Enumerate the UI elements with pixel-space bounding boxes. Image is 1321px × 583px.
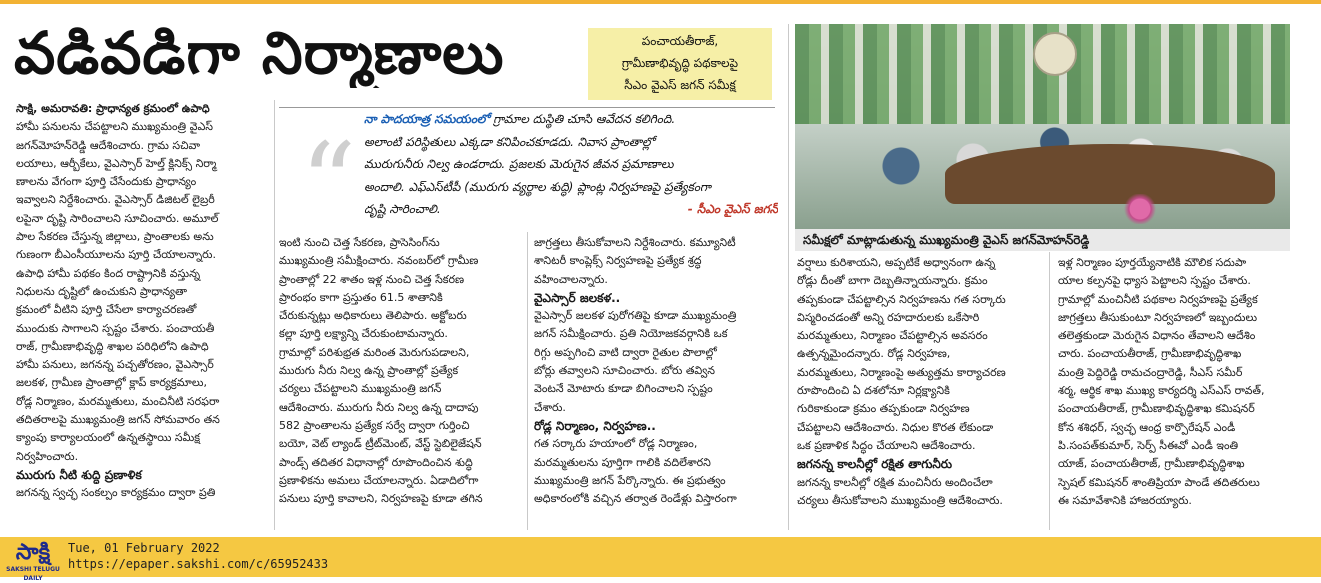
body-line: అధికారంలోకి వచ్చిన తర్వాత రెండేళ్లు విస్తారంగా	[534, 492, 737, 506]
epaper-url[interactable]: https://epaper.sakshi.com/c/65952433	[68, 557, 329, 571]
body-line: లయాలు, ఆర్బీకేలు, వైఎస్సార్ హెల్త్ క్లినిక్స్ నిర్మా	[16, 156, 217, 170]
body-line: చర్యలు తీసుకోవాలని ముఖ్యమంత్రి ఆదేశించారు.	[797, 493, 1003, 507]
body-line: విస్మరించడంతో అన్ని రహదారులకు ఒకేసారి	[797, 310, 980, 324]
body-line: ప్రణాళికను అమలు చేయాలన్నారు. ఏడాదిలోగా	[279, 473, 479, 487]
body-line: పి.సంపత్‌కుమార్, సెర్ప్ సీఈవో ఎండీ ఇంతి	[1058, 438, 1239, 452]
body-line: చేపట్టాలని ఆదేశించారు. నిధుల కొరత లేకుండా	[797, 420, 994, 434]
body-line: చారు. పంచాయతీరాజ్, గ్రామీణాభివృద్ధిశాఖ	[1058, 347, 1242, 361]
top-color-bar	[0, 0, 1321, 4]
logo-text: సాక్షి	[15, 540, 51, 565]
body-line: రాజ్, గ్రామీణాభివృద్ధి శాఖల పరిధిలోని ఉపాధి	[16, 339, 209, 353]
body-line: సాక్షి, అమరావతి: ప్రాధాన్యత క్రమంలో ఉపాధి	[16, 102, 210, 115]
body-line: రోడ్లు దీంతో బాగా దెబ్బతిన్నాయన్నారు. క్రమం	[797, 274, 988, 288]
body-line: జగన్ సమీక్షించారు. ప్రతి నియోజకవర్గానికి ఒక	[534, 327, 728, 341]
body-line: గత సర్కారు హయాంలో రోడ్ల నిర్మాణం,	[534, 437, 698, 451]
body-line: గురికాకుండా క్రమం తప్పకుండా నిర్వహణ	[797, 402, 970, 416]
body-line: జగనన్న కాలనీల్లో రక్షిత మంచినీరు అందించేలా	[797, 475, 993, 489]
body-line: జగనన్న స్వచ్ఛ సంకల్పం కార్యక్రమం ద్వారా ప్రతి	[16, 486, 216, 500]
body-line: పంచాయతీరాజ్, గ్రామీణాభివృద్ధిశాఖ కమిషనర్	[1058, 402, 1255, 416]
body-line: లపైనా దృష్టి సారించాలని సూచించారు. అమూల్	[16, 211, 219, 225]
body-line: గ్రామాల్లో పరిశుభ్రత మరింత మెరుగుపడాలని,	[279, 345, 470, 359]
body-line: యాల కల్పనపై ధ్యాస పెట్టాలని స్పష్టం చేశారు.	[1058, 274, 1251, 288]
pull-quote	[364, 108, 778, 221]
quote-line: గ్రామాల దుస్థితి చూసి ఆవేదన కలిగింది.	[493, 112, 676, 126]
body-line: క్యాంపు కార్యాలయంలో ఉన్నతస్థాయి సమీక్ష	[16, 431, 201, 445]
body-line: హామీ పనులను చేపట్టాలని ముఖ్యమంత్రి వైఎస్	[16, 120, 214, 134]
subheading: జగనన్న కాలనీల్లో రక్షిత తాగునీరు	[797, 457, 953, 472]
body-line: చర్యలు చేపట్టాలని ముఖ్యమంత్రి జగన్	[279, 382, 442, 396]
sakshi-logo	[4, 540, 62, 582]
subheading: వైఎస్సార్ జలకళ..	[534, 290, 621, 305]
body-line: పాండ్స్ తదితర విధానాల్లో రూపొందించిన శుద్ధి	[279, 455, 473, 469]
body-line: మరమ్మతులు, నిర్మాణం చేపట్టాల్సిన అవసరం	[797, 329, 988, 343]
body-line: తలెత్తకుండా మెరుగైన విధానం తేవాలని ఆదేశిం	[1058, 329, 1256, 343]
body-line: మంత్రి పెద్దిరెడ్డి రామచంద్రారెడ్డి, సీఎస్ సమీర్	[1058, 365, 1243, 379]
state-emblem	[1033, 32, 1077, 76]
body-line: చేశారు.	[534, 400, 566, 414]
body-line: ఉపాధి హామీ పథకం కింద రాష్ట్రానికి వస్తున్న	[16, 266, 201, 280]
body-line: మరమ్మతులు, నిర్మాణంపై అత్యుత్తమ కార్యాచరణ	[797, 365, 1006, 379]
photo-flowers	[1095, 194, 1185, 224]
deck-line: సీఎం వైఎస్ జగన్ సమీక్ష	[624, 78, 736, 92]
quote-line: అలాంటి పరిస్థితులు ఎక్కడా కనిపించకూడదు. నివాస ప్రాంతాల్లో	[364, 134, 655, 149]
body-line: ప్రాంతాల్లో 22 శాతం ఇళ్ల నుంచి చెత్త సేకరణ	[279, 272, 465, 286]
column-rule	[274, 100, 275, 530]
article-column-5	[1058, 254, 1316, 510]
body-line: ముఖ్యమంత్రి జగన్ పేర్కొన్నారు. ఈ ప్రభుత్వం	[534, 473, 726, 487]
deck-line: పంచాయతీరాజ్,	[641, 34, 719, 48]
body-line: ప్రారంభం కాగా ప్రస్తుతం 61.5 శాతానికి	[279, 290, 443, 304]
column-rule	[527, 232, 528, 530]
body-line: వహించాలన్నారు.	[534, 272, 608, 286]
headline: వడివడిగా నిర్మాణాలు	[14, 19, 505, 87]
body-line: రూపొందించి ఏ దశలోనూ నిర్లక్ష్యానికి	[797, 384, 950, 398]
column-rule	[788, 24, 789, 530]
body-line: రిగ్గు అప్పగించి వాటి ద్వారా రైతుల పొలాల్లో	[534, 345, 717, 359]
publication-date: Tue, 01 February 2022	[68, 541, 220, 555]
body-line: శానిటరీ కాంప్లెక్స్ నిర్వహణపై ప్రత్యేక శ్రద్ధ	[534, 254, 702, 268]
body-line: జాగ్రత్తలు తీసుకుంటూ నిర్వహణలో ఇబ్బందులు	[1058, 310, 1258, 324]
body-line: గుణంగా బీఎంసీయూలను పూర్తి చేయాలన్నారు.	[16, 248, 216, 262]
body-line: బయో, వెట్ ల్యాండ్ ట్రీట్‌మెంట్, వేస్ట్ స్టెబిలైజేషన్	[279, 437, 482, 451]
body-line: క్రమంలో వీటిని పూర్తి చేసేలా కార్యాచరణతో	[16, 303, 197, 317]
meeting-photo	[795, 24, 1290, 229]
subheading: మురుగు నీటి శుద్ధి ప్రణాళిక	[16, 467, 142, 482]
body-line: నిర్వహించారు.	[16, 449, 79, 463]
body-line: ముందుకు సాగాలని స్పష్టం చేశారు. పంచాయతీ	[16, 321, 215, 335]
body-line: తప్పకుండా చేపట్టాల్సిన నిర్వహణను గత సర్కారు	[797, 292, 1006, 306]
article-column-3	[534, 234, 784, 508]
column-rule	[1049, 252, 1050, 530]
body-line: రోడ్ల నిర్మాణం, మరమ్మతులు, మంచినీటి సరఫరా	[16, 394, 220, 408]
body-line: ఒక ప్రణాళిక సిద్ధం చేయాలని ఆదేశించారు.	[797, 438, 976, 452]
body-line: స్పెషల్ కమిషనర్ శాంతిప్రియా పాండే తదితరులు	[1058, 475, 1260, 489]
body-line: జలకళ, గ్రామీణ ప్రాంతాల్లో క్లాప్ కార్యక్రమాలు,	[16, 376, 207, 390]
body-line: పనులు పూర్తి కావాలని, నిర్వహణపై కూడా తగిన	[279, 492, 483, 506]
logo-subtitle: SAKSHI TELUGU DAILY	[6, 566, 60, 582]
body-line: ముఖ్యమంత్రి సమీక్షించారు. నవంబర్‌లో గ్రామీణ	[279, 254, 479, 268]
body-line: వెంటనే మోటారు కూడా బిగించాలని స్పష్టం	[534, 382, 713, 396]
body-line: హామీ పనులు, జగనన్న పచ్చతోరణం, వైఎస్సార్	[16, 358, 214, 372]
deck-line: గ్రామీణాభివృద్ధి పథకాలపై	[621, 56, 739, 70]
body-line: ఇళ్ల నిర్మాణం పూర్తయ్యేనాటికి మౌలిక సదుపా	[1058, 256, 1247, 269]
body-line: వైఎస్సార్ జలకళ పురోగతిపై కూడా ముఖ్యమంత్రి	[534, 309, 737, 323]
article-column-1	[16, 100, 268, 503]
body-line: కోన శశిధర్, స్వచ్ఛ ఆంధ్ర కార్పొరేషన్ ఎండీ	[1058, 420, 1236, 434]
body-line: తదితరాలపై ముఖ్యమంత్రి జగన్ సోమవారం తన	[16, 413, 220, 427]
body-line: జాగ్రత్తలు తీసుకోవాలని నిర్దేశించారు. కమ్యూనిటీ	[534, 236, 736, 249]
body-line: పాల సేకరణ చేస్తున్న జిల్లాలు, ప్రాంతాలకు అను	[16, 230, 214, 244]
body-line: జగన్‌మోహన్‌రెడ్డి ఆదేశించారు. గ్రామ సచివా	[16, 138, 201, 152]
body-line: యాజ్, పంచాయతీరాజ్, గ్రామీణాభివృద్ధిశాఖ	[1058, 457, 1245, 471]
body-line: ఈ సమావేశానికి హాజరయ్యారు.	[1058, 493, 1192, 507]
quote-line: దృష్టి సారించాలి.	[364, 202, 441, 216]
body-line: ఉత్పన్నమైందన్నారు. రోడ్ల నిర్వహణ,	[797, 347, 951, 361]
body-line: ఆదేశించారు. మురుగు నీరు నిల్వ ఉన్న దాదాపు	[279, 400, 479, 414]
body-line: చేరుకున్నట్లు అధికారులు తెలిపారు. అక్టోబరు	[279, 309, 467, 323]
body-line: కల్లా పూర్తి లక్ష్యాన్ని చేరుకుంటామన్నారు.	[279, 327, 448, 341]
quote-line: మురుగునీరు నిల్వ ఉండరాదు. ప్రజలకు మెరుగైన జీవన ప్రమాణాలు	[364, 157, 674, 171]
article-column-4	[797, 254, 1045, 510]
body-line: శర్మ, ఆర్థిక శాఖ ముఖ్య కార్యదర్శి ఎస్ఎస్ రావత్,	[1058, 384, 1265, 398]
body-line: ఇంటి నుంచి చెత్త సేకరణ, ప్రాసెసింగ్‌ను	[279, 236, 440, 249]
article-column-2	[279, 234, 521, 508]
body-line: 582 ప్రాంతాలను ప్రత్యేక సర్వే ద్వారా గుర్తించి	[279, 418, 470, 432]
body-line: ఇవ్వాలని నిర్దేశించారు. వైఎస్సార్ డిజిటల్ లైబ్రరీ	[16, 193, 215, 207]
body-line: ణాలను వేగంగా పూర్తి చేసేందుకు ప్రాధాన్యం	[16, 175, 197, 189]
body-line: మరమ్మతులను పూర్తిగా గాలికి వదిలేశారని	[534, 455, 711, 469]
subheading: రోడ్ల నిర్మాణం, నిర్వహణ..	[534, 418, 656, 433]
body-line: గ్రామాల్లో మంచినీటి పథకాల నిర్వహణపై ప్రత్యేక	[1058, 292, 1258, 306]
body-line: నిధులను దృష్టిలో ఉంచుకుని ప్రాధాన్యతా	[16, 284, 188, 298]
quote-line: అందాలి. ఎఫ్ఎస్‌టీపీ (మురుగు వ్యర్థాల శుద్ధి) ప్లాంట్ల నిర్వహణపై ప్రత్యేకంగా	[364, 179, 711, 194]
body-line: వర్షాలు కురిశాయని, అప్పటికే అధ్వానంగా ఉన్న	[797, 256, 996, 269]
quote-attribution: - సీఎం వైఎస్ జగన్	[687, 202, 778, 216]
photo-caption: సమీక్షలో మాట్లాడుతున్న ముఖ్యమంత్రి వైఎస్ జగన్‌మోహన్‌రెడ్డి	[795, 229, 1290, 251]
quote-mark-icon: “	[300, 119, 357, 247]
deck-box	[588, 28, 772, 100]
body-line: మురుగు నీరు నిల్వ ఉన్న ప్రాంతాల్లో ప్రత్యేక	[279, 364, 459, 378]
quote-lead: నా పాదయాత్ర సమయంలో	[364, 112, 490, 126]
body-line: బోర్లు తవ్వాలని సూచించారు. బోరు తవ్విన	[534, 364, 715, 378]
